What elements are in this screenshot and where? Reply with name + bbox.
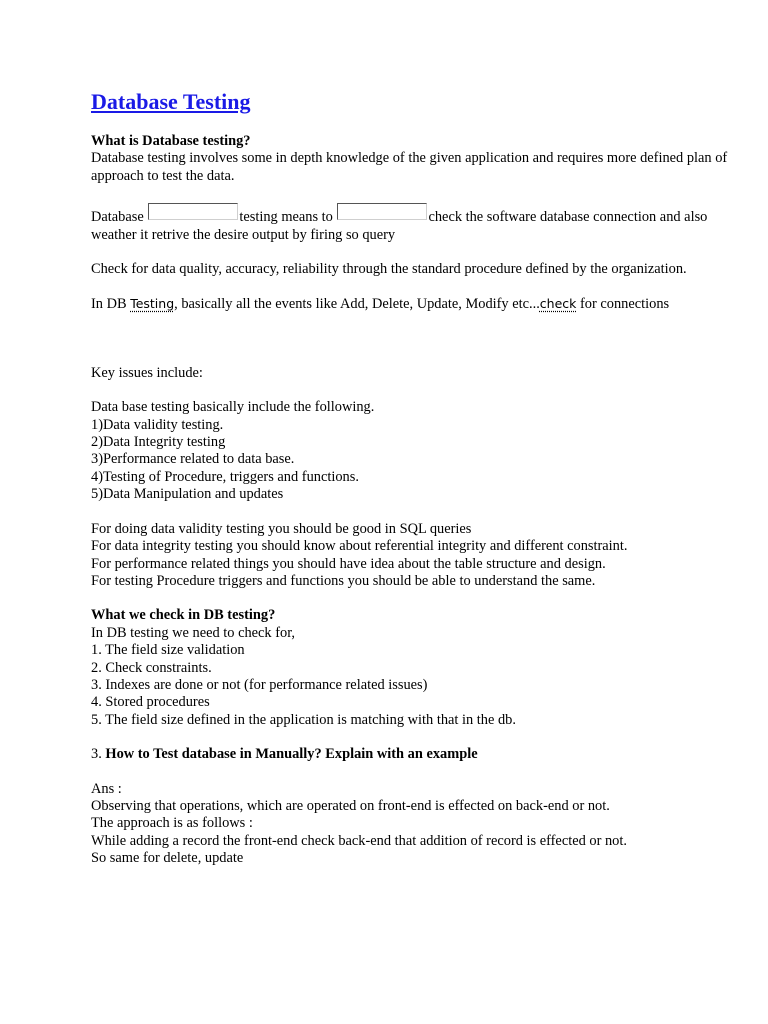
document-body (91, 86, 751, 868)
question-number: 3. (91, 746, 106, 763)
list-item: 3. Indexes are done or not (for performance related issues) (91, 676, 428, 693)
fill-text-1: Database (91, 209, 148, 226)
answer-line: So same for delete, update (91, 850, 244, 867)
page-title[interactable]: Database Testing (91, 89, 251, 114)
blank-field-2[interactable] (337, 203, 427, 220)
include-intro: Data base testing basically include the following. (91, 399, 375, 416)
list-item: 4)Testing of Procedure, triggers and functions. (91, 468, 359, 485)
answer-line: The approach is as follows : (91, 815, 253, 832)
paragraph-definition: Database testing involves some in depth knowledge of the given application and requires more defined plan of approach to test the data. (91, 150, 728, 184)
answer-label: Ans : (91, 780, 122, 797)
list-item: 5)Data Manipulation and updates (91, 486, 284, 503)
events-text-2: , basically all the events like Add, Delete, Update, Modify etc... (174, 296, 540, 313)
advice-line: For data integrity testing you should know about referential integrity and different constraint. (91, 538, 628, 555)
advice-line: For testing Procedure triggers and functions you should be able to understand the same. (91, 572, 596, 589)
check-intro: In DB testing we need to check for, (91, 624, 296, 641)
question-what-we-check: What we check in DB testing? (91, 607, 276, 624)
paragraph-events (91, 295, 751, 313)
testing-link[interactable]: Testing (130, 296, 175, 312)
events-text-1: In DB (91, 296, 131, 313)
fill-text-3: check the software database connection and also weather it retrive the desire output by firing so query (91, 209, 708, 243)
paragraph-fill-in (91, 202, 751, 244)
advice-line: For performance related things you should have idea about the table structure and design. (91, 555, 606, 572)
list-item: 1. The field size validation (91, 642, 245, 659)
fill-text-2: testing means to (239, 209, 337, 226)
answer-line: Observing that operations, which are operated on front-end is effected on back-end or not. (91, 797, 610, 814)
question-text: How to Test database in Manually? Explain with an example (105, 746, 478, 763)
question-what-is-db-testing: What is Database testing? (91, 133, 251, 149)
list-item: 2. Check constraints. (91, 659, 212, 676)
list-item: 2)Data Integrity testing (91, 434, 226, 451)
paragraph-data-quality: Check for data quality, accuracy, reliability through the standard procedure defined by the organization. (91, 261, 687, 278)
list-item: 5. The field size defined in the application is matching with that in the db. (91, 711, 516, 728)
list-item: 1)Data validity testing. (91, 416, 224, 433)
list-item: 4. Stored procedures (91, 694, 210, 711)
key-issues-heading: Key issues include: (91, 364, 203, 381)
question-how-to-test (91, 746, 751, 763)
answer-line: While adding a record the front-end check back-end that addition of record is effected or not. (91, 832, 627, 849)
blank-field-1[interactable] (148, 203, 238, 220)
events-text-3: for connections (576, 296, 670, 313)
list-item: 3)Performance related to data base. (91, 451, 295, 468)
check-link[interactable]: check (539, 296, 577, 312)
advice-line: For doing data validity testing you should be good in SQL queries (91, 520, 472, 537)
